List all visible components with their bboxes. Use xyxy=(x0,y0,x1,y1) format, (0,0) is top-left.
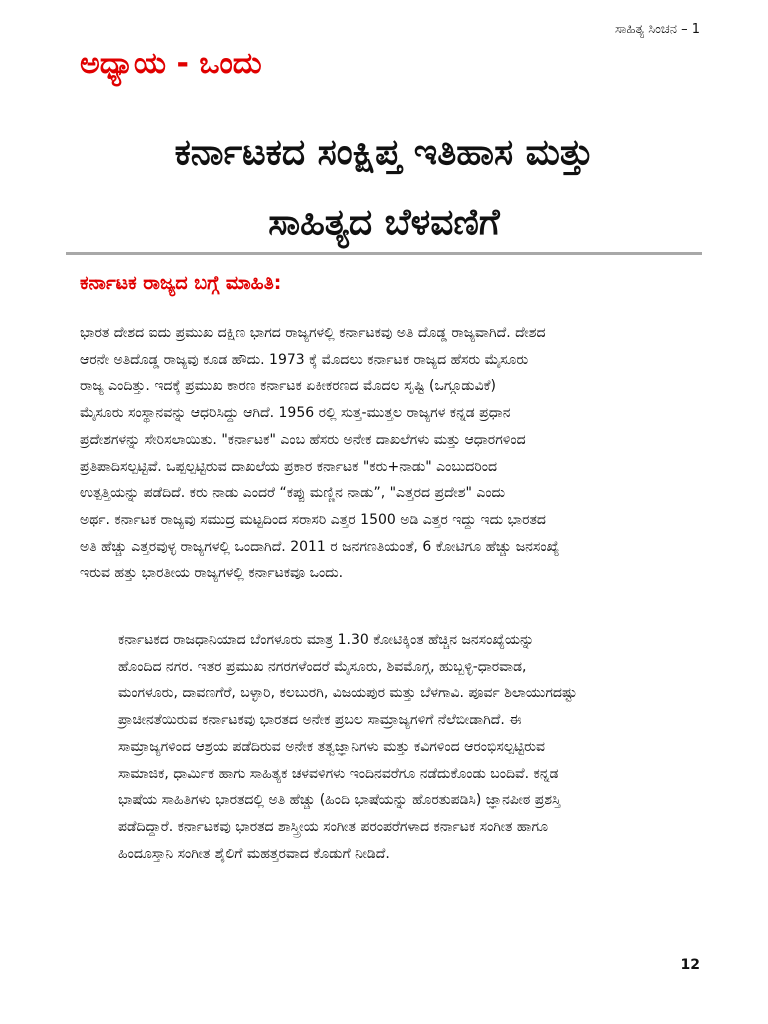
paragraph-line: ಮೈಸೂರು ಸಂಸ್ಥಾನವನ್ನು ಆಧರಿಸಿದ್ದು ಆಗಿದೆ. 1956 ರಲ್ಲಿ ಸುತ್ತ-ಮುತ್ತಲ ರಾಜ್ಯಗಳ ಕನ್ನಡ ಪ್ರಧಾನ xyxy=(80,405,511,422)
paragraph-line: ಪ್ರತಿಪಾದಿಸಲ್ಪಟ್ಟಿವೆ. ಒಪ್ಪಲ್ಪಟ್ಟಿರುವ ದಾಖಲೆಯ ಪ್ರಕಾರ ಕರ್ನಾಟಕ "ಕರು+ನಾಡು" ಎಂಬುದರಿಂದ xyxy=(80,458,497,475)
page-number: 12 xyxy=(680,957,700,973)
paragraph-line: ಅತಿ ಹೆಚ್ಚು ಎತ್ತರವುಳ್ಳ ರಾಜ್ಯಗಳಲ್ಲಿ ಒಂದಾಗಿದೆ. 2011 ರ ಜನಗಣತಿಯಂತೆ, 6 ಕೋಟಿಗೂ ಹೆಚ್ಚು ಜನಸಂಖ್ಯೆ xyxy=(80,538,560,555)
title-line-1: ಕರ್ನಾಟಕದ ಸಂಕ್ಷಿಪ್ತ ಇತಿಹಾಸ ಮತ್ತು xyxy=(174,132,594,173)
paragraph-line: ಪಡೆದಿದ್ದಾರೆ. ಕರ್ನಾಟಕವು ಭಾರತದ ಶಾಸ್ತ್ರೀಯ ಸಂಗೀತ ಪರಂಪರೆಗಳಾದ ಕರ್ನಾಟಕ ಸಂಗೀತ ಹಾಗೂ xyxy=(118,818,549,835)
paragraph-line: ಸಾಮಾಜಿಕ, ಧಾರ್ಮಿಕ ಹಾಗು ಸಾಹಿತ್ಯಕ ಚಳವಳಿಗಳು ಇಂದಿನವರೆಗೂ ನಡೆದುಕೊಂಡು ಬಂದಿವೆ. ಕನ್ನಡ xyxy=(118,765,559,782)
paragraph-line: ಕರ್ನಾಟಕದ ರಾಜಧಾನಿಯಾದ ಬೆಂಗಳೂರು ಮಾತ್ರ 1.30 ಕೋಟಿಕ್ಕಿಂತ ಹೆಚ್ಚಿನ ಜನಸಂಖ್ಯೆಯನ್ನು xyxy=(118,632,535,648)
paragraph-line: ಹೊಂದಿದ ನಗರ. ಇತರ ಪ್ರಮುಖ ನಗರಗಳೆಂದರೆ ಮೈಸೂರು, ಶಿವಮೊಗ್ಗ, ಹುಬ್ಬಳ್ಳಿ-ಧಾರವಾಡ, xyxy=(118,658,527,675)
paragraph-line: ಹಿಂದೂಸ್ತಾನಿ ಸಂಗೀತ ಶೈಲಿಗೆ ಮಹತ್ತರವಾದ ಕೊಡುಗೆ ನೀಡಿದೆ. xyxy=(118,845,390,862)
paragraph-line: ಭಾಷೆಯ ಸಾಹಿತಿಗಳು ಭಾರತದಲ್ಲಿ ಅತಿ ಹೆಚ್ಚು (ಹಿಂದಿ ಭಾಷೆಯನ್ನು ಹೊರತುಪಡಿಸಿ) ಜ್ಞಾನಪೀಠ ಪ್ರಶಸ್ತಿ xyxy=(118,792,561,809)
running-header: ಸಾಹಿತ್ಯ ಸಿಂಚನ – 1 xyxy=(614,22,700,37)
paragraph-line: ಆರನೇ ಅತಿದೊಡ್ಡ ರಾಜ್ಯವು ಕೂಡ ಹೌದು. 1973 ಕ್ಕೆ ಮೊದಲು ಕರ್ನಾಟಕ ರಾಜ್ಯದ ಹೆಸರು ಮೈಸೂರು xyxy=(80,351,529,368)
title-line-2: ಸಾಹಿತ್ಯದ ಬೆಳವಣಿಗೆ xyxy=(268,202,500,243)
paragraph-1 xyxy=(80,320,700,587)
paragraph-line: ರಾಜ್ಯ ಎಂದಿತ್ತು. ಇದಕ್ಕೆ ಪ್ರಮುಖ ಕಾರಣ ಕರ್ನಾಟಕ ಏಕೀಕರಣದ ಮೊದಲ ಸೃಷ್ಟಿ (ಒಗ್ಗೂಡುವಿಕೆ) xyxy=(80,378,496,395)
page-title xyxy=(60,118,708,258)
paragraph-line: ಇರುವ ಹತ್ತು ಭಾರತೀಯ ರಾಜ್ಯಗಳಲ್ಲಿ ಕರ್ನಾಟಕವೂ ಒಂದು. xyxy=(80,565,344,582)
chapter-label: ಅಧ್ಯಾಯ - ಒಂದು xyxy=(80,46,262,81)
paragraph-line: ಪ್ರದೇಶಗಳನ್ನು ಸೇರಿಸಲಾಯಿತು. "ಕರ್ನಾಟಕ" ಎಂಬ ಹೆಸರು ಅನೇಕ ದಾಖಲೆಗಳು ಮತ್ತು ಆಧಾರಗಳಿಂದ xyxy=(80,431,526,448)
title-divider xyxy=(66,252,702,255)
paragraph-line: ಮಂಗಳೂರು, ದಾವಣಗೆರೆ, ಬಳ್ಳಾರಿ, ಕಲಬುರಗಿ, ವಿಜಯಪುರ ಮತ್ತು ಬೆಳಗಾವಿ. ಪೂರ್ವ ಶಿಲಾಯುಗದಷ್ಟು xyxy=(118,685,577,702)
paragraph-line: ಭಾರತ ದೇಶದ ಐದು ಪ್ರಮುಖ ದಕ್ಷಿಣ ಭಾಗದ ರಾಜ್ಯಗಳಲ್ಲಿ ಕರ್ನಾಟಕವು ಅತಿ ದೊಡ್ಡ ರಾಜ್ಯವಾಗಿದೆ. ದೇಶದ xyxy=(80,325,546,341)
paragraph-line: ಉತ್ಪತ್ತಿಯನ್ನು ಪಡೆದಿದೆ. ಕರು ನಾಡು ಎಂದರೆ “ಕಪ್ಪು ಮಣ್ಣಿನ ನಾಡು”, "ಎತ್ತರದ ಪ್ರದೇಶ" ಎಂದು xyxy=(80,485,506,502)
section-heading: ಕರ್ನಾಟಕ ರಾಜ್ಯದ ಬಗ್ಗೆ ಮಾಹಿತಿ: xyxy=(80,272,282,294)
paragraph-line: ಪ್ರಾಚೀನತೆಯಿರುವ ಕರ್ನಾಟಕವು ಭಾರತದ ಅನೇಕ ಪ್ರಬಲ ಸಾಮ್ರಾಜ್ಯಗಳಿಗೆ ನೆಲೆಬೀಡಾಗಿದೆ. ಈ xyxy=(118,712,522,729)
paragraph-2 xyxy=(80,627,700,867)
paragraph-line: ಅರ್ಥ. ಕರ್ನಾಟಕ ರಾಜ್ಯವು ಸಮುದ್ರ ಮಟ್ಟದಿಂದ ಸರಾಸರಿ ಎತ್ತರ 1500 ಅಡಿ ಎತ್ತರ ಇದ್ದು ಇದು ಭಾರತದ xyxy=(80,511,546,528)
paragraph-line: ಸಾಮ್ರಾಜ್ಯಗಳಿಂದ ಆಶ್ರಯ ಪಡೆದಿರುವ ಅನೇಕ ತತ್ವಜ್ಞಾನಿಗಳು ಮತ್ತು ಕವಿಗಳಿಂದ ಆರಂಭಿಸಲ್ಪಟ್ಟಿರುವ xyxy=(118,738,545,755)
